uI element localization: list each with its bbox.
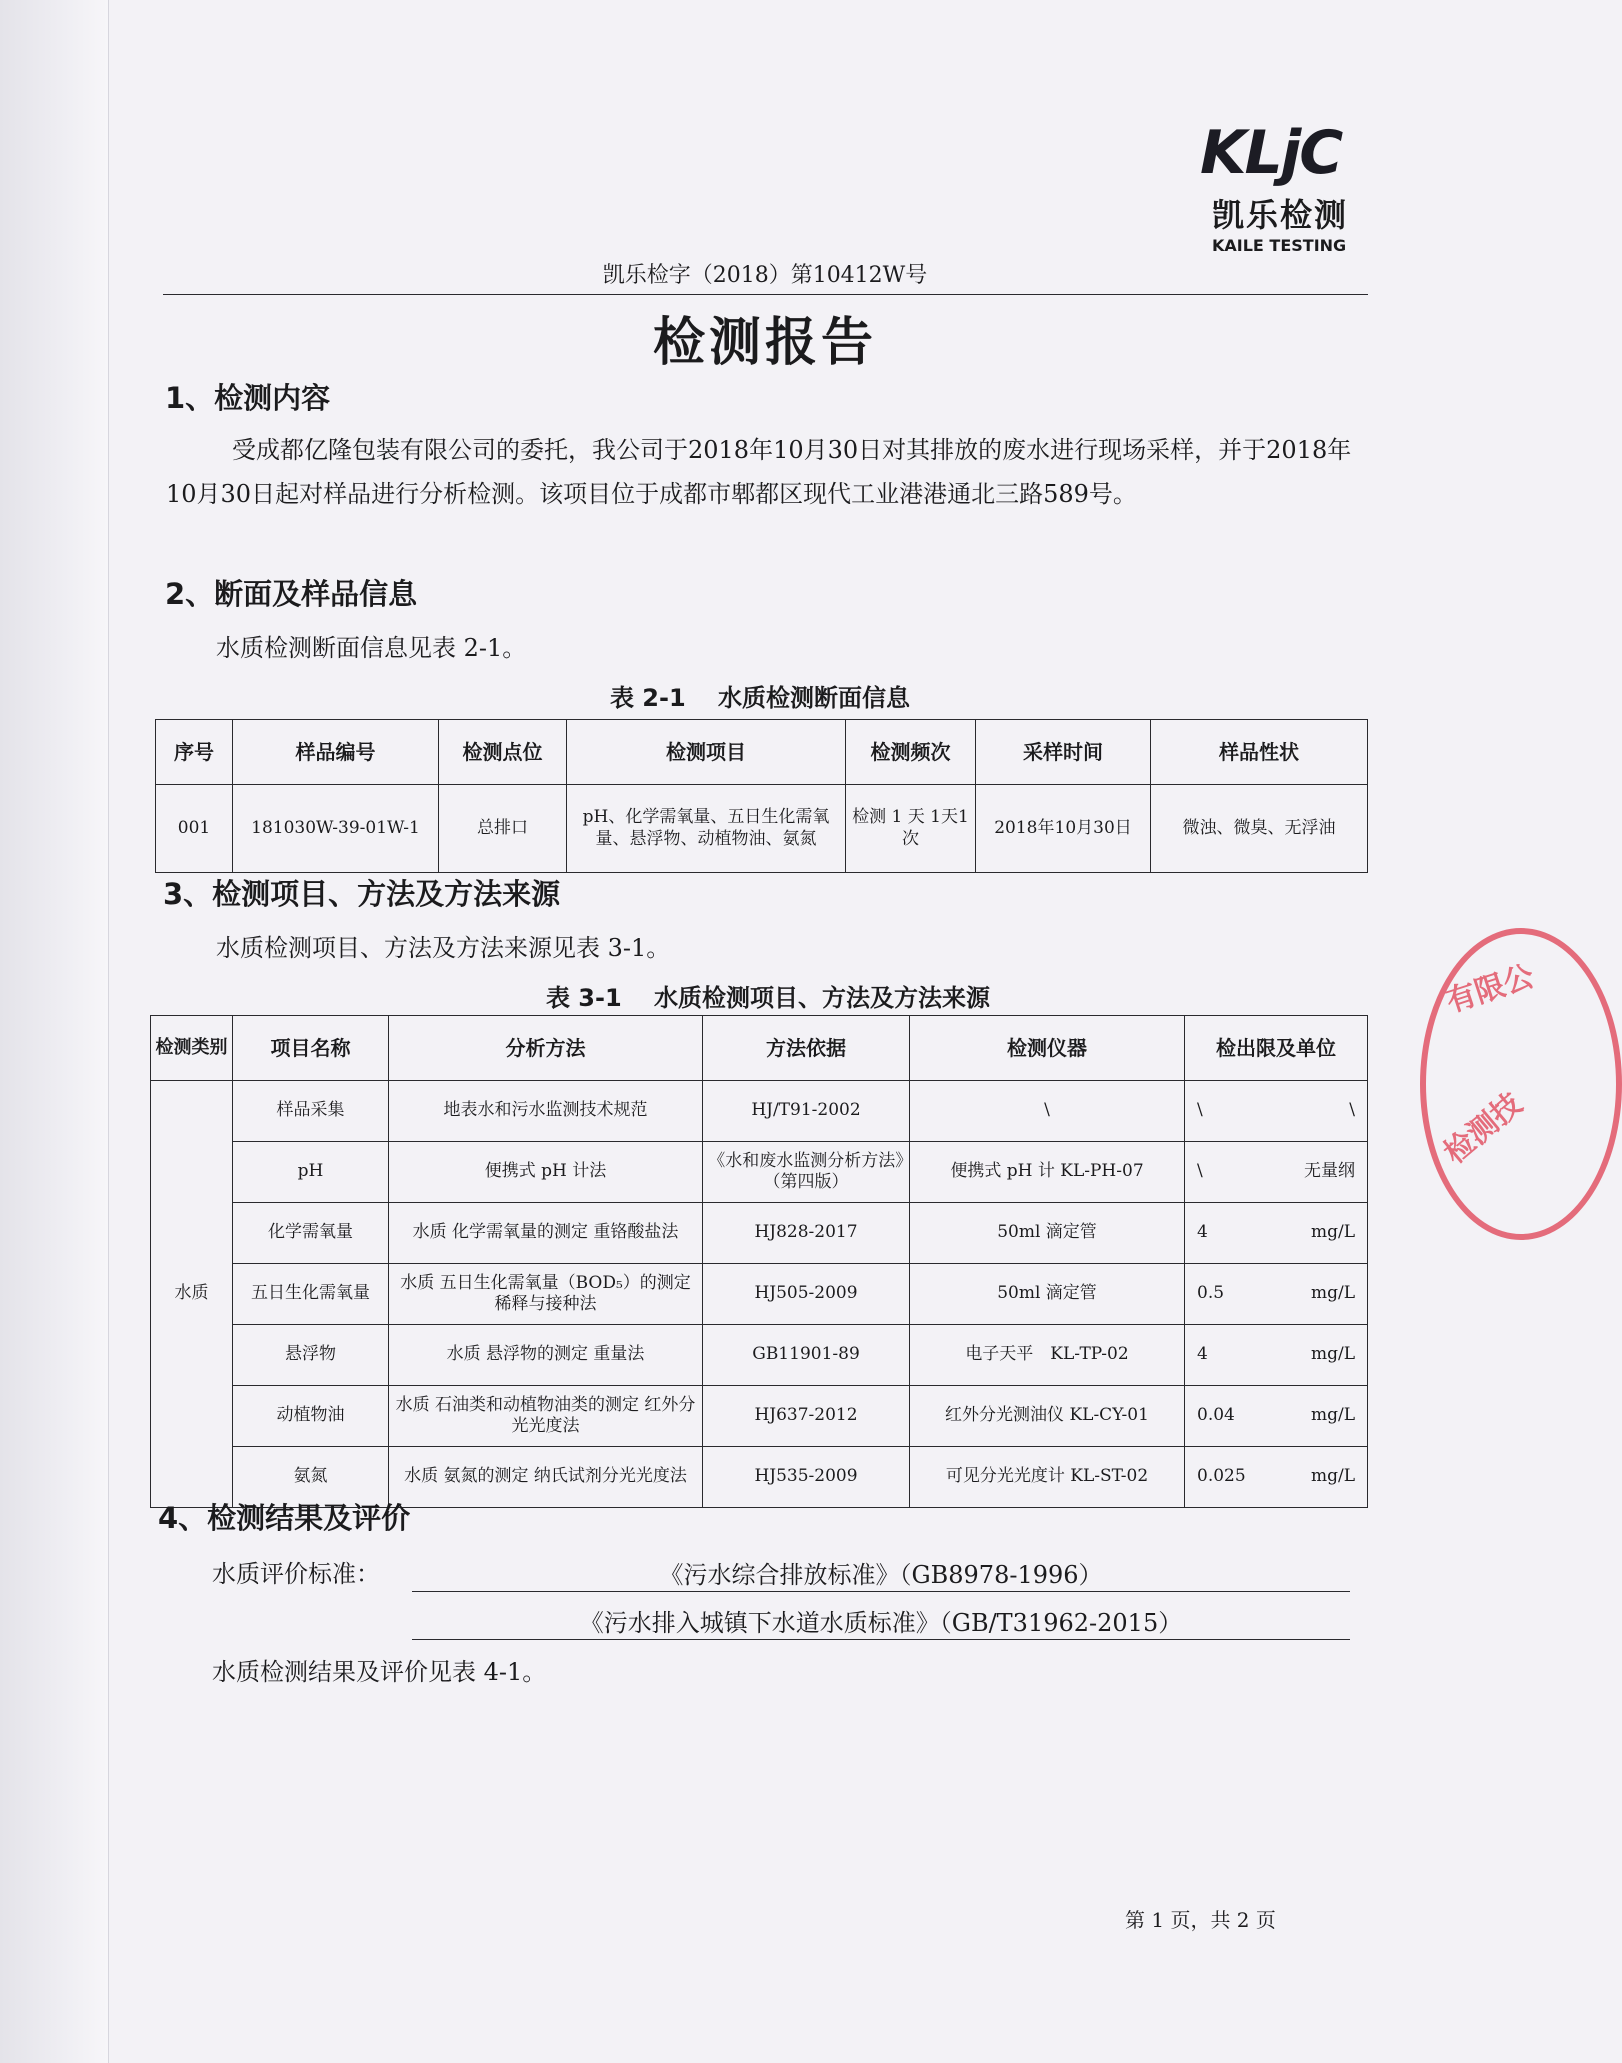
col-header: 采样时间: [976, 720, 1151, 785]
table-row: [151, 1264, 1368, 1325]
cell-sample-id: 181030W-39-01W-1: [233, 785, 439, 873]
table-row: [156, 785, 1368, 873]
limit-unit: mg/L: [1310, 1222, 1355, 1243]
section-2-text: 水质检测断面信息见表 2-1。: [216, 634, 527, 662]
col-header: 检测仪器: [910, 1016, 1185, 1081]
cell-point: 总排口: [439, 785, 567, 873]
table-row: [151, 1203, 1368, 1264]
table-row: [151, 1325, 1368, 1386]
col-header: 检测类别: [151, 1016, 233, 1081]
cell-method: 水质 五日生化需氧量（BOD₅）的测定 稀释与接种法: [389, 1264, 703, 1325]
page-title: 检测报告: [652, 313, 877, 373]
cell-limit: [1185, 1264, 1368, 1325]
cell-item: pH: [233, 1142, 389, 1203]
cell-limit: [1185, 1203, 1368, 1264]
logo-name-en: KAILE TESTING: [1212, 236, 1347, 255]
cell-method: 水质 氨氮的测定 纳氏试剂分光光度法: [389, 1447, 703, 1508]
limit-value: 4: [1197, 1222, 1208, 1243]
col-header: 序号: [156, 720, 233, 785]
cell-items: pH、化学需氧量、五日生化需氧量、悬浮物、动植物油、氨氮: [567, 785, 846, 873]
standard-1: 《污水综合排放标准》（GB8978-1996）: [412, 1555, 1350, 1592]
col-header: 分析方法: [389, 1016, 703, 1081]
seal-text: 有限公: [1441, 958, 1539, 1020]
report-number: 凯乐检字（2018）第10412W号: [602, 263, 928, 288]
cell-frequency: 检测 1 天 1天1次: [846, 785, 976, 873]
cell-basis: HJ828-2017: [703, 1203, 910, 1264]
limit-value: 4: [1197, 1344, 1208, 1365]
table-row: [151, 1386, 1368, 1447]
limit-value: 0.5: [1197, 1283, 1225, 1304]
section-2-heading: 2、断面及样品信息: [165, 577, 418, 611]
cell-item: 样品采集: [233, 1081, 389, 1142]
col-header: 方法依据: [703, 1016, 910, 1081]
col-header: 样品编号: [233, 720, 439, 785]
section-4-heading: 4、检测结果及评价: [158, 1501, 411, 1535]
section-3-heading: 3、检测项目、方法及方法来源: [163, 877, 561, 911]
logo-mark: KLjC: [1200, 118, 1342, 188]
cell-item: 五日生化需氧量: [233, 1264, 389, 1325]
cell-limit: [1185, 1142, 1368, 1203]
section-1-text: 受成都亿隆包装有限公司的委托，我公司于2018年10月30日对其排放的废水进行现场采样，并于2018年10月30日起对样品进行分析检测。该项目位于成都市郫都区现代工业港港通北三路589号。: [166, 436, 1352, 508]
cell-limit: [1185, 1081, 1368, 1142]
cell-instrument: 可见分光光度计 KL-ST-02: [910, 1447, 1185, 1508]
table-2-1-caption: 表 2-1 水质检测断面信息: [609, 684, 911, 712]
cell-method: 便携式 pH 计法: [389, 1142, 703, 1203]
cell-item: 动植物油: [233, 1386, 389, 1447]
seal-text: 检测技: [1437, 1086, 1529, 1172]
limit-value: \: [1197, 1161, 1203, 1182]
section-1-heading: 1、检测内容: [165, 381, 331, 415]
standard-2: 《污水排入城镇下水道水质标准》（GB/T31962-2015）: [412, 1603, 1350, 1640]
table-header-row: [156, 720, 1368, 785]
page-number: 第 1 页，共 2 页: [1125, 1908, 1276, 1932]
cell-basis: HJ637-2012: [703, 1386, 910, 1447]
cell-instrument: 红外分光测油仪 KL-CY-01: [910, 1386, 1185, 1447]
cell-limit: [1185, 1386, 1368, 1447]
cell-basis: HJ/T91-2002: [703, 1081, 910, 1142]
col-header: 项目名称: [233, 1016, 389, 1081]
cell-limit: [1185, 1447, 1368, 1508]
limit-unit: 无量纲: [1304, 1161, 1355, 1182]
cell-instrument: \: [910, 1081, 1185, 1142]
limit-unit: \: [1349, 1100, 1355, 1121]
limit-value: 0.025: [1197, 1466, 1246, 1487]
cell-instrument: 便携式 pH 计 KL-PH-07: [910, 1142, 1185, 1203]
logo-name-cn: 凯乐检测: [1212, 196, 1349, 234]
standard-label: 水质评价标准：: [212, 1560, 380, 1588]
cell-instrument: 电子天平 KL-TP-02: [910, 1325, 1185, 1386]
table-row: [151, 1142, 1368, 1203]
cell-basis: HJ505-2009: [703, 1264, 910, 1325]
cell-item: 化学需氧量: [233, 1203, 389, 1264]
col-header: 检测频次: [846, 720, 976, 785]
cell-seq: 001: [156, 785, 233, 873]
cell-instrument: 50ml 滴定管: [910, 1203, 1185, 1264]
cell-method: 水质 悬浮物的测定 重量法: [389, 1325, 703, 1386]
col-header: 检测点位: [439, 720, 567, 785]
section-4-text: 水质检测结果及评价见表 4-1。: [212, 1658, 547, 1686]
limit-value: \: [1197, 1100, 1203, 1121]
col-header: 检测项目: [567, 720, 846, 785]
limit-unit: mg/L: [1310, 1405, 1355, 1426]
cell-item: 氨氮: [233, 1447, 389, 1508]
col-header: 检出限及单位: [1185, 1016, 1368, 1081]
company-seal: [1420, 928, 1622, 1240]
header-rule: [163, 294, 1368, 295]
col-header: 样品性状: [1151, 720, 1368, 785]
cell-method: 水质 化学需氧量的测定 重铬酸盐法: [389, 1203, 703, 1264]
limit-value: 0.04: [1197, 1405, 1235, 1426]
table-2-1: [155, 719, 1368, 873]
section-3-text: 水质检测项目、方法及方法来源见表 3-1。: [216, 934, 671, 962]
table-3-1: [150, 1015, 1368, 1508]
cell-item: 悬浮物: [233, 1325, 389, 1386]
cell-method: 地表水和污水监测技术规范: [389, 1081, 703, 1142]
limit-unit: mg/L: [1310, 1283, 1355, 1304]
cell-limit: [1185, 1325, 1368, 1386]
cell-basis: GB11901-89: [703, 1325, 910, 1386]
table-3-1-caption: 表 3-1 水质检测项目、方法及方法来源: [545, 984, 991, 1012]
cell-basis: HJ535-2009: [703, 1447, 910, 1508]
limit-unit: mg/L: [1310, 1344, 1355, 1365]
cell-category: 水质: [151, 1081, 233, 1508]
cell-instrument: 50ml 滴定管: [910, 1264, 1185, 1325]
table-row: [151, 1081, 1368, 1142]
limit-unit: mg/L: [1310, 1466, 1355, 1487]
cell-sample-state: 微浊、微臭、无浮油: [1151, 785, 1368, 873]
table-header-row: [151, 1016, 1368, 1081]
cell-method: 水质 石油类和动植物油类的测定 红外分光光度法: [389, 1386, 703, 1447]
cell-sampling-time: 2018年10月30日: [976, 785, 1151, 873]
cell-basis: 《水和废水监测分析方法》（第四版）: [703, 1142, 910, 1203]
